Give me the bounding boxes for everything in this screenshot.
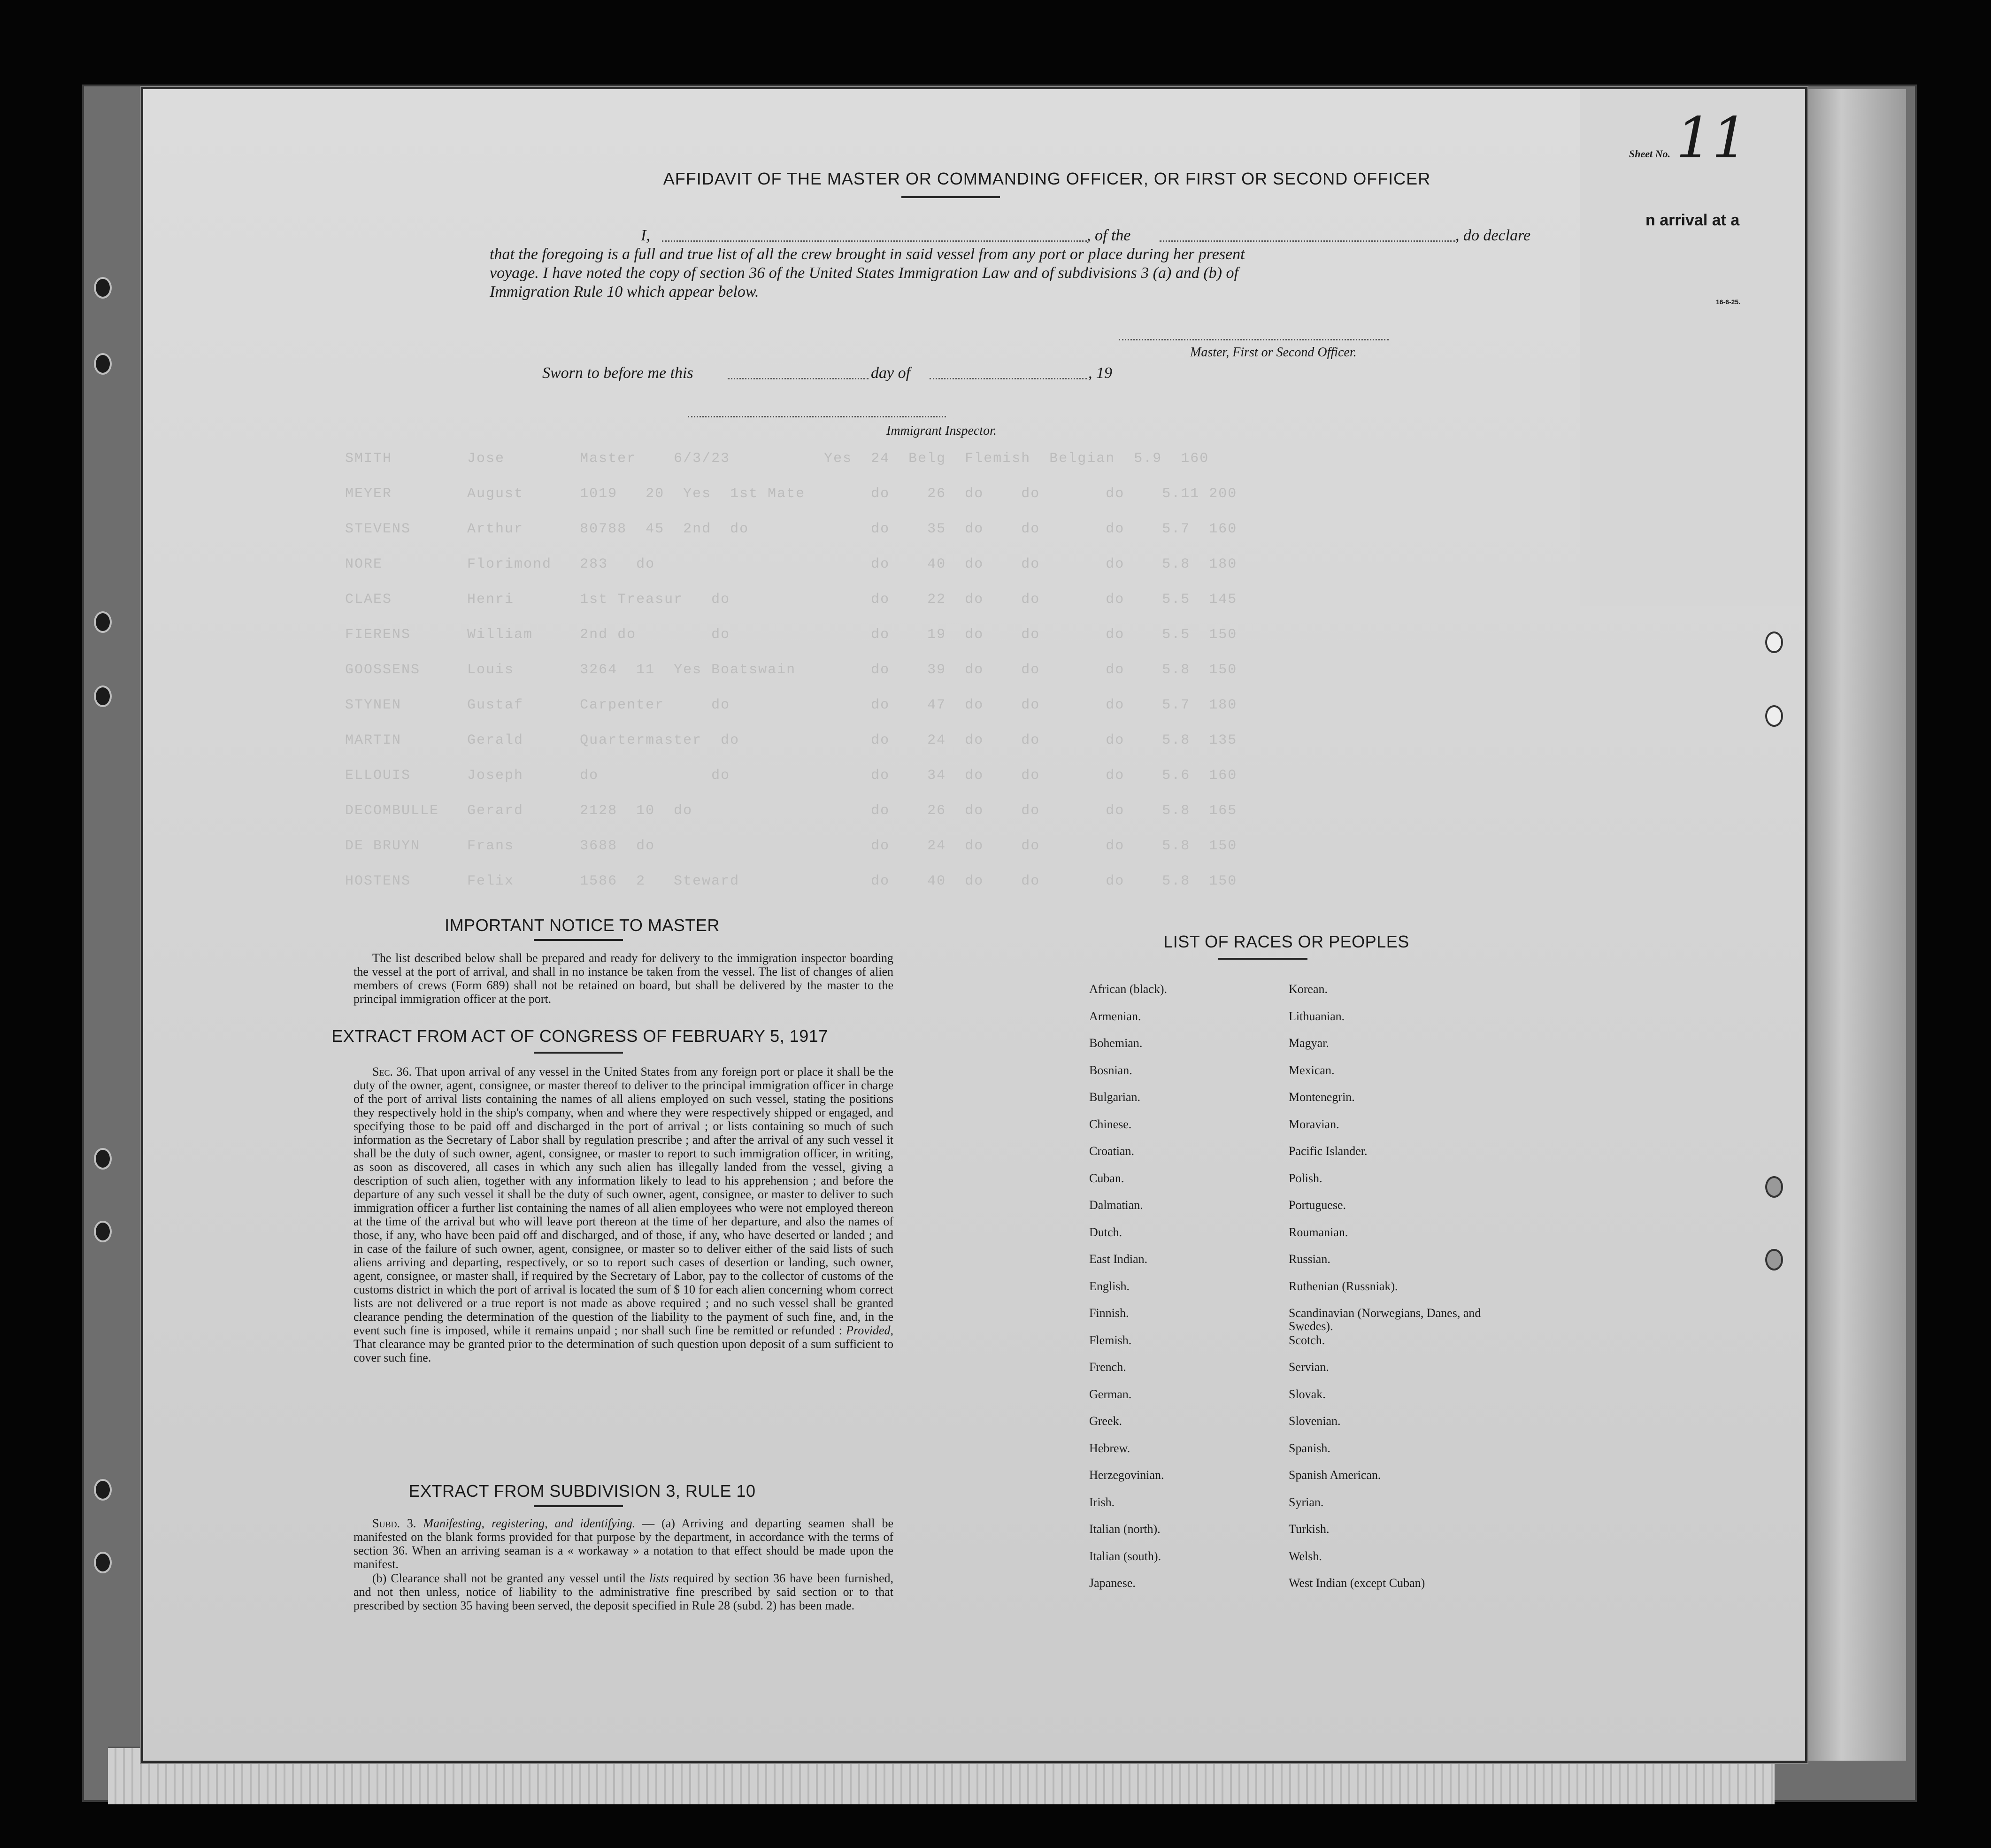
affidavit-title: AFFIDAVIT OF THE MASTER OR COMMANDING OFFICER, OR FIRST OR SECOND OFFICER [663, 169, 1431, 188]
races-column-2 [1289, 983, 1486, 1604]
act-sec: Sec. 36. [372, 1065, 412, 1078]
show-through-row: SMITH Jose Master 6/3/23 Yes 24 Belg Flemish Belgian 5.9 160 [345, 451, 1209, 467]
signature-blank [1119, 339, 1389, 340]
sworn-text: Sworn to before me this [542, 364, 693, 382]
binder-hole [94, 353, 112, 375]
race-item: Spanish American. [1289, 1468, 1381, 1482]
race-item: Spanish. [1289, 1441, 1330, 1455]
sheet-label: Sheet No. [1629, 148, 1670, 160]
race-item: Polish. [1289, 1171, 1322, 1185]
sheet-number: 11 [1676, 106, 1748, 171]
show-through-row: NORE Florimond 283 do do 40 do do do 5.8 180 [345, 556, 1238, 572]
race-item: Cuban. [1089, 1171, 1124, 1185]
name-blank [662, 240, 1087, 242]
race-item: Servian. [1289, 1360, 1329, 1374]
act-underline [534, 1052, 623, 1054]
binder-hole [94, 611, 112, 633]
race-item: Greek. [1089, 1414, 1122, 1428]
show-through-row: HOSTENS Felix 1586 2 Steward do 40 do do do 5.8 150 [345, 873, 1238, 889]
race-item: Dalmatian. [1089, 1198, 1143, 1212]
race-item: Roumanian. [1289, 1225, 1348, 1239]
show-through-row: CLAES Henri 1st Treasur do do 22 do do do 5.5 145 [345, 592, 1238, 608]
rule-subd: Subd. 3. [372, 1517, 416, 1530]
race-item: Moravian. [1289, 1117, 1339, 1131]
race-item: Turkish. [1289, 1522, 1330, 1536]
arrival-fragment: n arrival at a [1645, 211, 1740, 229]
show-through-row: GOOSSENS Louis 3264 11 Yes Boatswain do 39 do do do 5.8 150 [345, 662, 1238, 678]
rule-subd-title: Manifesting, registering, and identifying. [423, 1517, 636, 1530]
affidavit-line2: that the foregoing is a full and true list of all the crew brought in said vessel from any port or place during her present [490, 246, 1245, 263]
race-item: Bulgarian. [1089, 1090, 1141, 1104]
notice-underline [534, 939, 623, 941]
affidavit-line4: Immigration Rule 10 which appear below. [490, 283, 759, 300]
show-through-row: MEYER August 1019 20 Yes 1st Mate do 26 do do do 5.11 200 [345, 486, 1238, 502]
race-item: Scotch. [1289, 1333, 1325, 1347]
race-item: West Indian (except Cuban) [1289, 1576, 1425, 1590]
rule-b-lead: (b) Clearance shall not be granted any vessel until the [372, 1571, 645, 1585]
notice-title: IMPORTANT NOTICE TO MASTER [445, 916, 720, 935]
race-item: East Indian. [1089, 1252, 1148, 1266]
manifest-page [141, 87, 1807, 1763]
race-item: Herzegovinian. [1089, 1468, 1164, 1482]
signature-label: Master, First or Second Officer. [1190, 345, 1357, 360]
binder-hole [94, 1552, 112, 1573]
show-through-row: STYNEN Gustaf Carpenter do do 47 do do do 5.7 180 [345, 697, 1238, 713]
act-text [354, 1065, 893, 1364]
affidavit-line3: voyage. I have noted the copy of section 36 of the United States Immigration Law and of subdivisions 3 (a) and (b) of [490, 264, 1238, 282]
act-title: EXTRACT FROM ACT OF CONGRESS OF FEBRUARY 5, 1917 [331, 1026, 828, 1046]
rule-b [354, 1571, 893, 1612]
show-through-row: FIERENS William 2nd do do do 19 do do do 5.5 150 [345, 627, 1238, 643]
race-item: Magyar. [1289, 1036, 1329, 1050]
race-item: French. [1089, 1360, 1126, 1374]
rule-title: EXTRACT FROM SUBDIVISION 3, RULE 10 [408, 1481, 756, 1501]
affidavit-declare: , do declare [1455, 227, 1531, 244]
sworn-day-of: day of [871, 364, 911, 382]
act-body: That upon arrival of any vessel in the United States from any foreign port or place it shall be the duty of the owner, agent, consignee, or master thereof to deliver to the principal immigration officer in charge of the port of arrival lists containing the names of all aliens employed on such vessel, stating the positions they respectively hold in the ship's company, when and where they were respectively shipped or engaged, and specifying those to be paid off and discharged in the port of arrival ; or lists containing so much of such information as the Secretary of Labor shall by regulation prescribe ; and after the arrival of any such vessel it shall be the duty of such owner, agent, consignee, or master to report to such immigration officer, in writing, as soon as discovered, all cases in which any such alien has illegally landed from the vessel, giving a description of such alien, together with any information likely to lead to his apprehension ; and before the departure of any such vessel it shall be the duty of such owner, agent, consignee, or master to deliver to such immigration officer a further list containing the names of all alien employees who were not employed thereon at the time of the arrival but who will leave port thereon at the time of her departure, and also the names of those, if any, who have been paid off and discharged, and of those, if any, who have deserted or landed ; and in case of the failure of such owner, agent, consignee, or master so to deliver either of the said lists of such aliens arriving and departing, respectively, or so to report such cases of desertion or landing, such owner, agent, consignee, or master shall, if required by the Secretary of Labor, pay to the collector of customs of the customs district in which the port of arrival is located the sum of $ 10 for each alien concerning whom correct lists are not delivered or a true report is not made as above required ; and no such vessel shall be granted clearance pending the determination of the question of the liability to the payment of such fine, and, in the event such fine is imposed, while it remains unpaid ; nor shall such fine be remitted or refunded : [354, 1065, 893, 1337]
rule-b-rest: required by section 36 have been furnished, and not then unless, notice of liability to the administrative fine prescribed by said section or to that prescribed by section 35 having been served, the deposit specified in Rule 28 (subd. 2) has been made. [354, 1571, 894, 1612]
race-item: Irish. [1089, 1495, 1115, 1509]
show-through-row: ELLOUIS Joseph do do do 34 do do do 5.6 160 [345, 768, 1238, 784]
punch-hole [1765, 1176, 1783, 1198]
race-item: Italian (south). [1089, 1549, 1161, 1563]
inspector-label: Immigrant Inspector. [886, 424, 997, 438]
affidavit-of-the: , of the [1087, 227, 1131, 244]
race-item: Dutch. [1089, 1225, 1122, 1239]
races-underline [1218, 958, 1307, 960]
race-item: Armenian. [1089, 1009, 1141, 1023]
binder-hole [94, 277, 112, 299]
race-item: Lithuanian. [1289, 1009, 1345, 1023]
binder-hole [94, 685, 112, 707]
race-item: Slovak. [1289, 1387, 1326, 1401]
race-item: Croatian. [1089, 1144, 1135, 1158]
act-provided: Provided, [846, 1324, 893, 1337]
race-item: Hebrew. [1089, 1441, 1130, 1455]
race-item: Japanese. [1089, 1576, 1136, 1590]
race-item: Welsh. [1289, 1549, 1322, 1563]
race-item: Chinese. [1089, 1117, 1132, 1131]
binder-hole [94, 1221, 112, 1242]
race-item: Slovenian. [1289, 1414, 1341, 1428]
punch-hole [1765, 705, 1783, 727]
race-item: Russian. [1289, 1252, 1330, 1266]
punch-hole [1765, 1249, 1783, 1270]
race-item: African (black). [1089, 982, 1168, 996]
race-item: Bohemian. [1089, 1036, 1143, 1050]
notice-text: The list described below shall be prepared and ready for delivery to the immigration inspector boarding the vessel at the port of arrival, and shall in no instance be taken from the vessel. The list of changes of alien members of crews (Form 689) shall not be retained on board, but shall be delivered by the master to the principal immigration officer at the port. [354, 951, 893, 1006]
show-through-row: DECOMBULLE Gerard 2128 10 do do 26 do do do 5.8 165 [345, 803, 1238, 819]
race-item: Bosnian. [1089, 1063, 1132, 1077]
form-number: 16-6-25. [1716, 298, 1741, 306]
race-item: Syrian. [1289, 1495, 1324, 1509]
races-column-1 [1089, 983, 1277, 1604]
race-item: Finnish. [1089, 1306, 1129, 1320]
inspector-blank [688, 416, 946, 417]
binder-hole [94, 1148, 112, 1170]
sworn-year: , 19 [1088, 364, 1112, 382]
vessel-blank [1160, 240, 1455, 242]
show-through-row: MARTIN Gerald Quartermaster do do 24 do do do 5.8 135 [345, 732, 1238, 748]
races-title: LIST OF RACES OR PEOPLES [1163, 932, 1409, 951]
title-underline [901, 196, 1000, 198]
right-edge-strip [1798, 89, 1906, 1761]
affidavit-i: I, [641, 227, 650, 244]
rule-b-lists: lists [649, 1571, 669, 1585]
race-item: Ruthenian (Russniak). [1289, 1279, 1398, 1293]
race-item: Pacific Islander. [1289, 1144, 1368, 1158]
binder-hole [94, 1479, 112, 1501]
race-item: German. [1089, 1387, 1132, 1401]
race-item: Flemish. [1089, 1333, 1132, 1347]
race-item: Korean. [1289, 982, 1328, 996]
show-through-row: DE BRUYN Frans 3688 do do 24 do do do 5.8 150 [345, 838, 1238, 854]
sworn-month-blank [930, 378, 1087, 379]
punch-hole [1765, 631, 1783, 653]
race-item: Montenegrin. [1289, 1090, 1355, 1104]
rule-underline [534, 1505, 623, 1507]
race-item: English. [1089, 1279, 1130, 1293]
act-body-end: That clearance may be granted prior to the determination of such question upon deposit of a sum sufficient to cover such fine. [354, 1337, 893, 1364]
sworn-day-blank [728, 378, 869, 379]
show-through-row: STEVENS Arthur 80788 45 2nd do do 35 do do do 5.7 160 [345, 521, 1238, 537]
race-item: Portuguese. [1289, 1198, 1346, 1212]
race-item: Scandinavian (Norwegians, Danes, and Swedes). [1289, 1306, 1481, 1333]
rule-a-text: — (a) Arriving and departing seamen shall be manifested on the blank forms provided for that purpose by the department, in accordance with the terms of section 36. When an arriving seaman is a « workaway » a notation to that effect should be made upon the manifest. [354, 1517, 893, 1571]
rule-a [354, 1517, 893, 1571]
race-item: Mexican. [1289, 1063, 1335, 1077]
race-item: Italian (north). [1089, 1522, 1161, 1536]
